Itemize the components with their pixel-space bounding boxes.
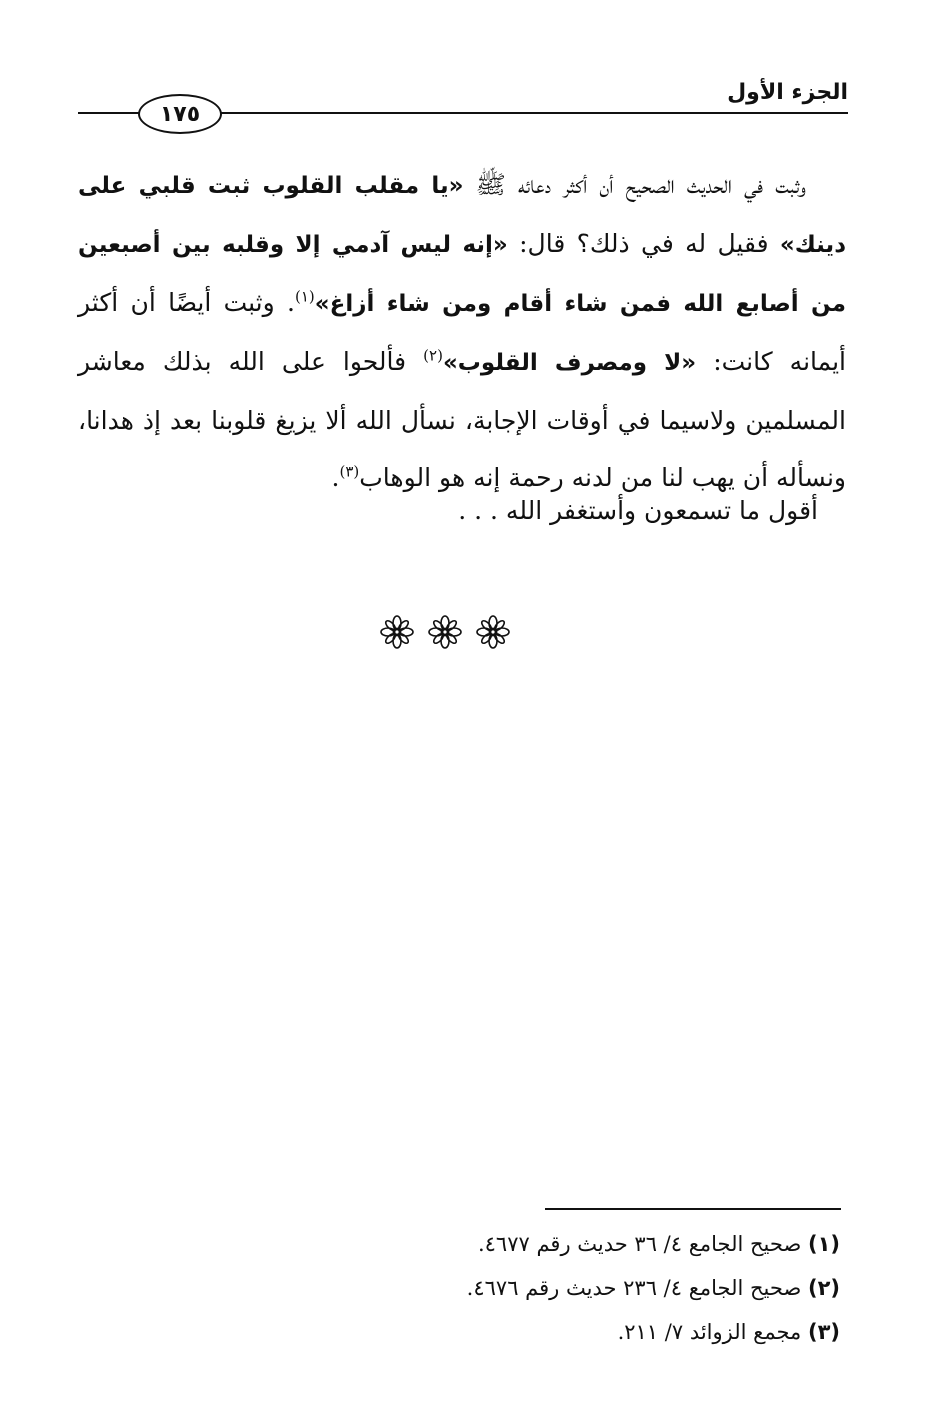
page-header	[78, 72, 848, 132]
oath-quote: «لا ومصرف القلوب»	[442, 350, 697, 376]
flower-ornament-icon	[428, 615, 462, 649]
footnote-number: (٣)	[807, 1320, 840, 1344]
section-divider	[380, 612, 510, 652]
footnote-text: مجمع الزوائد ٧/ ٢١١.	[617, 1320, 808, 1344]
closing-line: أقول ما تسمعون وأستغفر الله . . .	[458, 496, 818, 525]
footnote-rule	[545, 1208, 841, 1210]
page-number: ١٧٥	[138, 94, 222, 134]
text-segment: فقيل له في ذلك؟ قال:	[507, 229, 780, 258]
text-segment: . وثبت أيضًا أن أكثر أيمانه كانت:	[78, 288, 846, 376]
footnote-ref[interactable]: (٢)	[423, 346, 443, 365]
footnotes	[420, 1222, 840, 1354]
flower-ornament-icon	[476, 615, 510, 649]
hadith-quote: «إنه ليس آدمي إلا وقلبه بين أصبعين من أصابع الله فمن شاء أقام ومن شاء أزاغ»	[78, 232, 846, 317]
text-segment: .	[331, 463, 340, 492]
main-paragraph	[78, 156, 846, 506]
body-text	[78, 156, 846, 506]
text-segment: وثبت في الحديث الصحيح أن أكثر دعائه ﷺ	[463, 170, 806, 199]
footnote-text: صحيح الجامع ٤/ ٣٦ حديث رقم ٤٦٧٧.	[477, 1232, 808, 1256]
footnote-ref[interactable]: (٣)	[339, 462, 360, 481]
footnote-number: (١)	[807, 1232, 840, 1256]
footnote	[420, 1222, 840, 1266]
flower-ornament-icon	[380, 615, 414, 649]
footnote-text: صحيح الجامع ٤/ ٢٣٦ حديث رقم ٤٦٧٦.	[466, 1276, 808, 1300]
hadith-quote: «يا مقلب القلوب ثبت قلبي على دينك»	[78, 173, 846, 258]
text-segment: فألحوا على الله بذلك معاشر المسلمين ولاسيما في أوقات الإجابة، نسأل الله ألا يزيغ قلوبنا بعد إذ هدانا، ونسأله أن يهب لنا من لدنه رحمة إنه هو الوهاب	[78, 347, 846, 492]
footnote-ref[interactable]: (١)	[294, 287, 315, 306]
running-head: الجزء الأول	[727, 80, 848, 105]
footnote-number: (٢)	[807, 1276, 840, 1300]
footnote	[420, 1266, 840, 1310]
footnote	[420, 1310, 840, 1354]
